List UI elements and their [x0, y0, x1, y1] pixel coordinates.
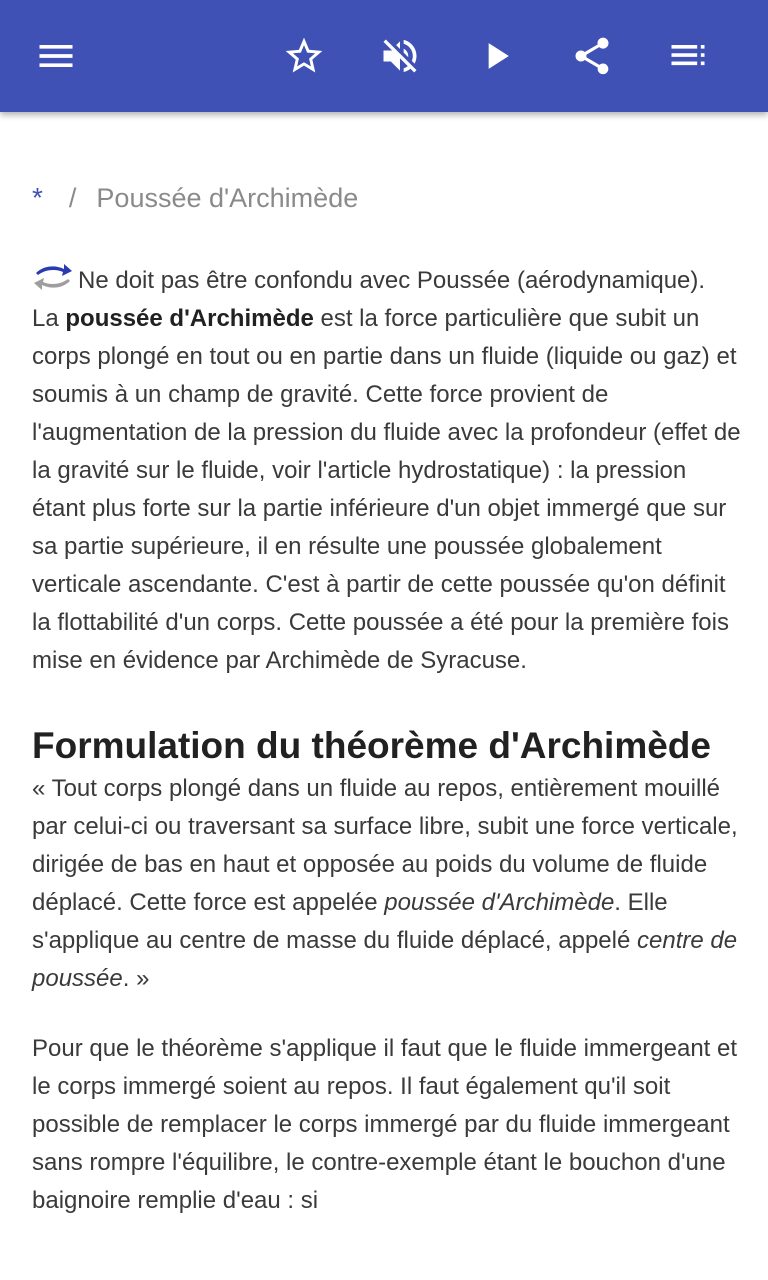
play-icon	[474, 34, 518, 78]
breadcrumb	[24, 176, 358, 220]
share-button[interactable]	[560, 24, 624, 88]
disambiguation-icon	[32, 260, 74, 294]
play-button[interactable]	[464, 24, 528, 88]
hatnote-text: Ne doit pas être confondu avec Poussée (aérodynamique).	[78, 267, 706, 294]
favorite-button[interactable]	[272, 24, 336, 88]
theorem-quote	[32, 770, 744, 998]
app-toolbar	[0, 0, 768, 112]
conditions-paragraph: Pour que le théorème s'applique il faut que le fluide immergeant et le corps immergé soient au repos. Il faut également qu'il soit possible de remplacer le corps immergé par du fluide immergeant sans rompre l'équilibre, le contre-exemple étant le bouchon d'une baignoire remplie d'eau : si	[32, 1035, 738, 1214]
intro-term: poussée d'Archimède	[65, 305, 314, 332]
quote-text-2: . Elle s'applique au centre de masse du fluide déplacé, appelé	[32, 889, 668, 954]
section-heading: Formulation du théorème d'Archimède	[32, 725, 711, 766]
playlist-icon	[666, 34, 710, 78]
contents-button[interactable]	[656, 24, 720, 88]
breadcrumb-separator: /	[68, 182, 77, 213]
quote-text-3: . »	[122, 965, 150, 992]
intro-text: est la force particulière que subit un corps plongé en tout ou en partie dans un fluide (liquide ou gaz) et soumis à un champ de gravité. Cette force provient de l'augmentation de la pression du fluide avec la profondeur (effet de la gravité sur le fluide, voir l'article hydrostatique) : la pression étant plus forte sur la partie inférieure d'un objet immergé que sur sa partie supérieure, il en résulte une poussée globalement verticale ascendante. C'est à partir de cette poussée qu'on définit la flottabilité d'un corps. Cette poussée a été pour la première fois mise en évidence par Archimède de Syracuse.	[32, 305, 741, 674]
mute-button[interactable]	[368, 24, 432, 88]
intro-paragraph	[32, 300, 744, 680]
share-icon	[570, 34, 614, 78]
breadcrumb-home-link[interactable]: *	[32, 182, 43, 213]
menu-icon	[34, 34, 78, 78]
article-body	[32, 260, 744, 1220]
quote-text-1: « Tout corps plongé dans un fluide au repos, entièrement mouillé par celui-ci ou traversant sa surface libre, subit une force verticale, dirigée de bas en haut et opposée au poids du volume de fluide déplacé. Cette force est appelée	[32, 775, 738, 916]
breadcrumb-current: Poussée d'Archimède	[96, 182, 359, 213]
intro-prefix: La	[32, 305, 66, 332]
menu-button[interactable]	[24, 24, 88, 88]
star-outline-icon	[282, 34, 326, 78]
volume-off-icon	[378, 34, 422, 78]
hatnote	[32, 260, 744, 300]
quote-italic-2: centre de poussée	[32, 927, 738, 992]
quote-italic-1: poussée d'Archimède	[384, 889, 615, 916]
